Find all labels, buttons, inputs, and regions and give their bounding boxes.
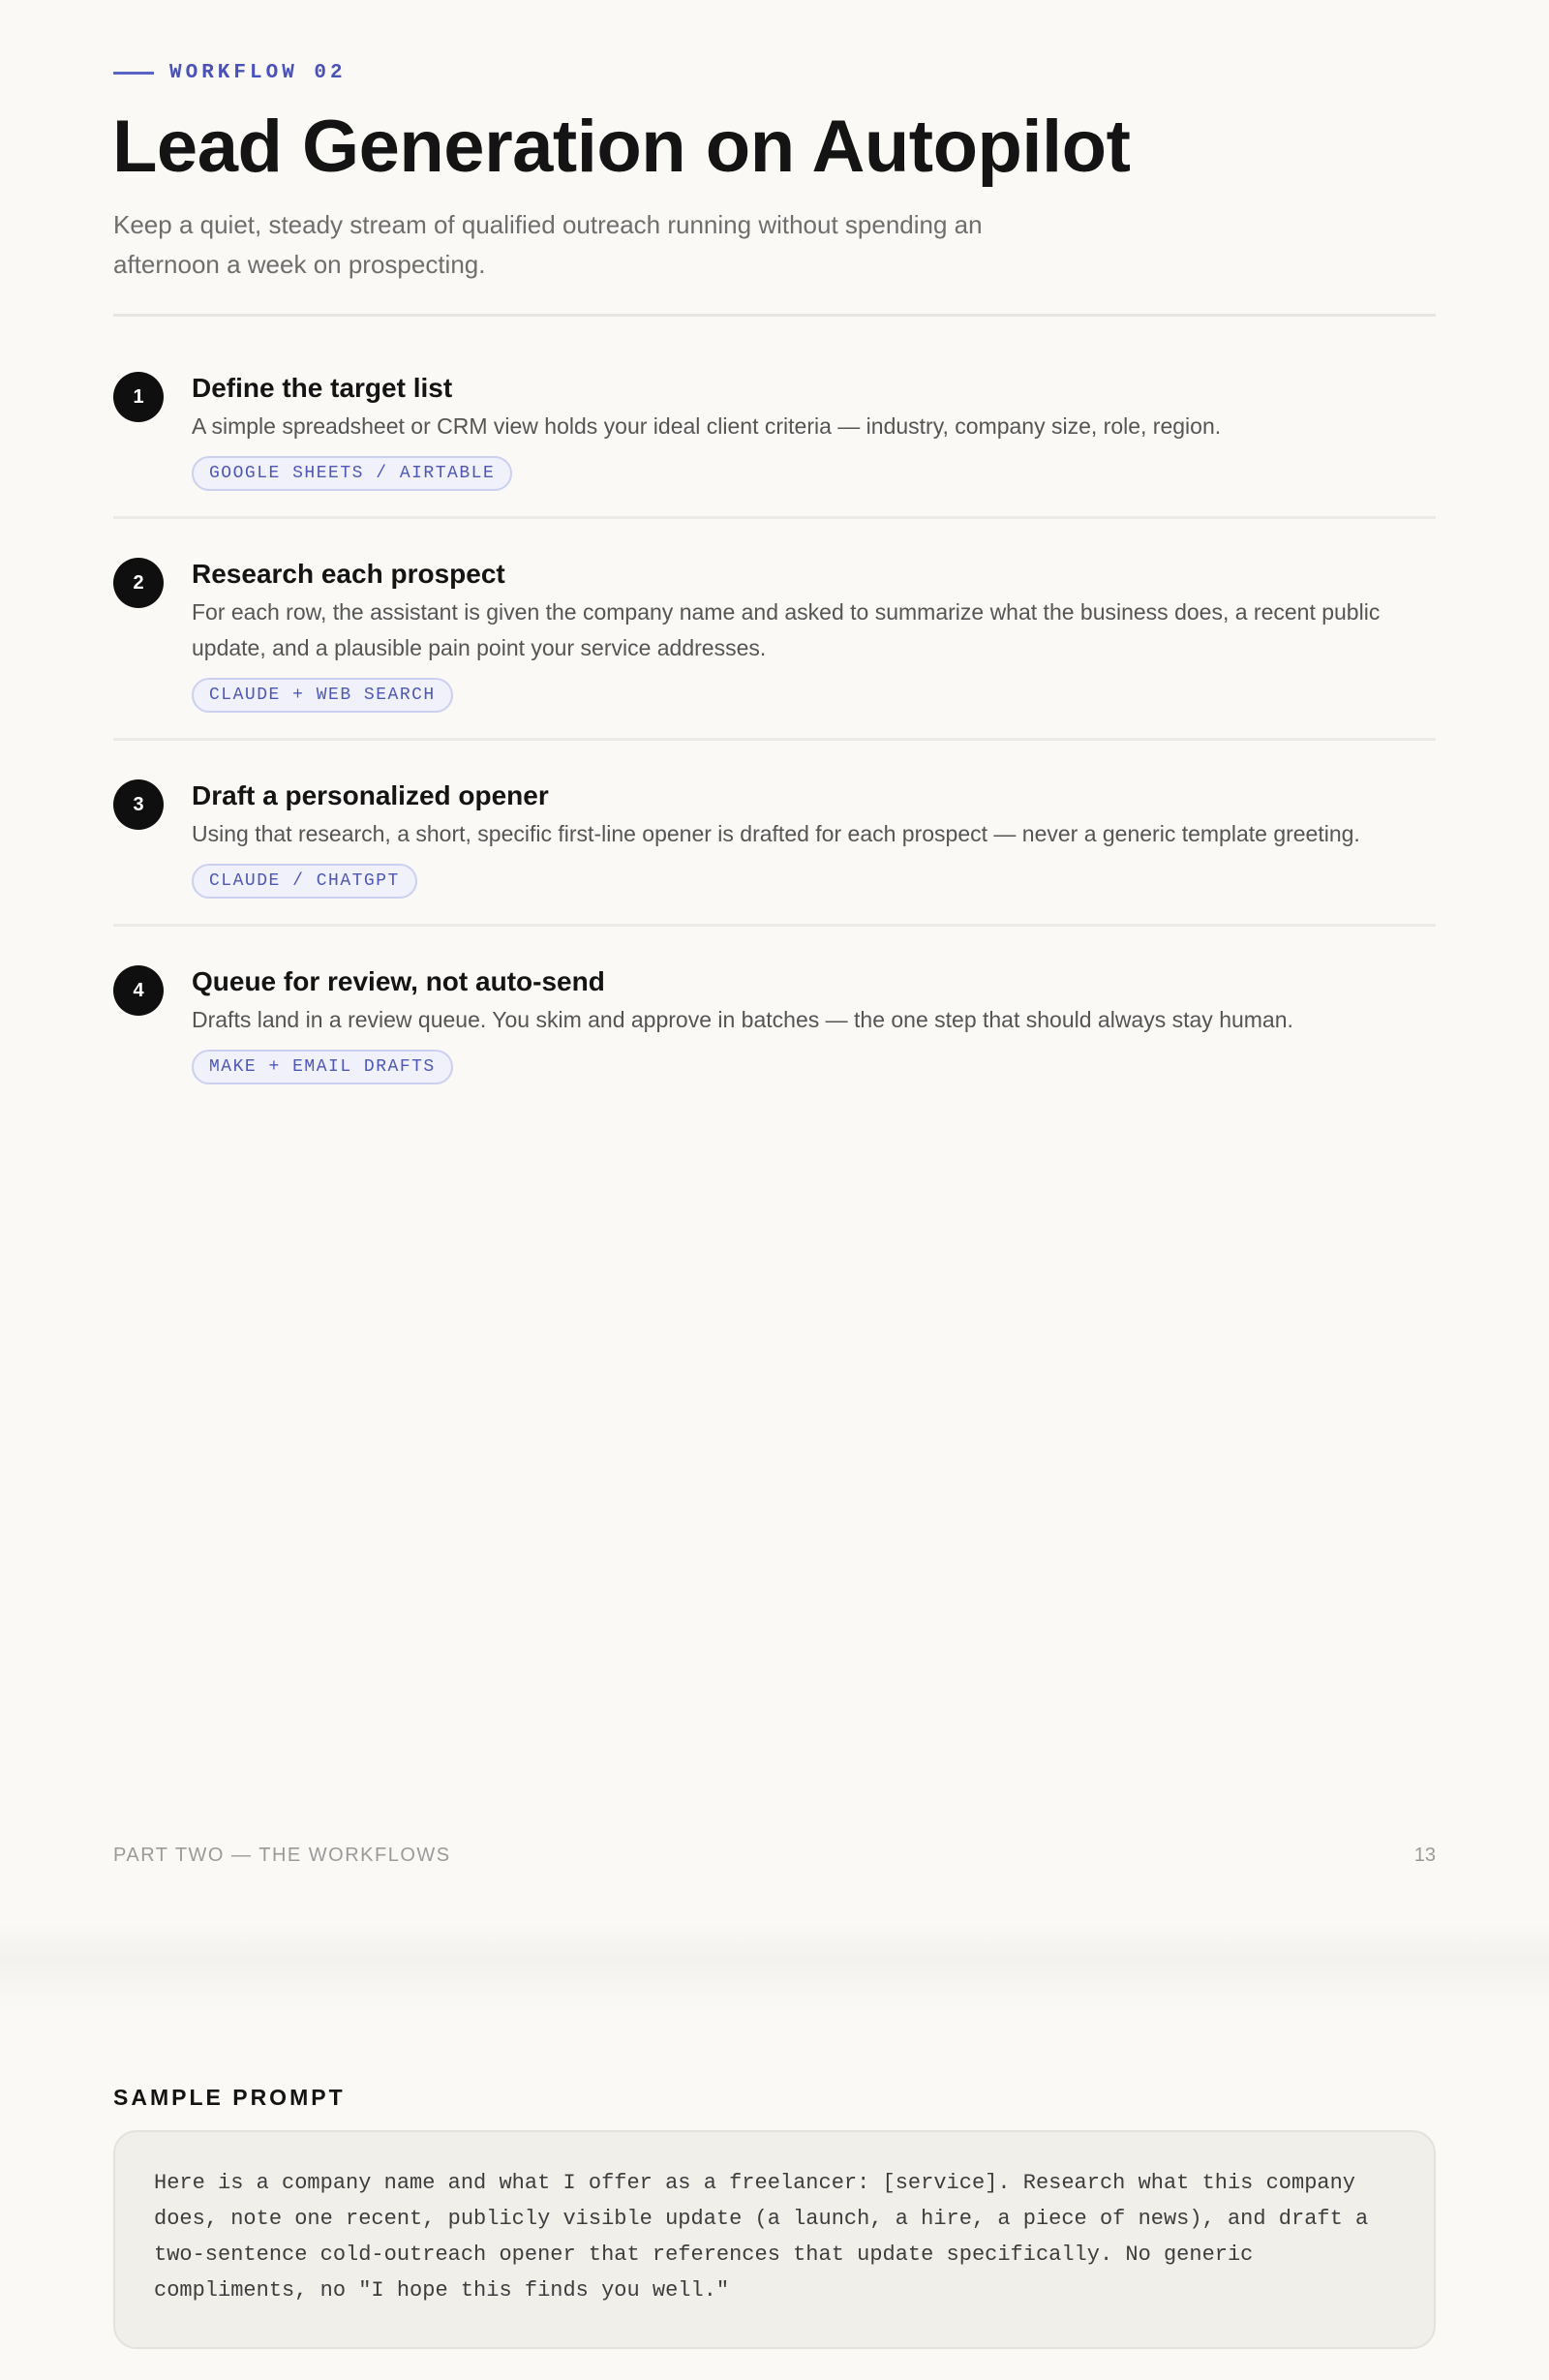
workflow-step (113, 952, 1436, 1110)
step-description: For each row, the assistant is given the company name and asked to summarize what the business does, a recent public update, and a plausible pain point your service addresses. (192, 599, 1381, 660)
workflow-steps (113, 358, 1436, 1110)
step-number-badge: 1 (113, 372, 164, 422)
eyebrow-label: WORKFLOW 02 (169, 62, 347, 84)
page-subtitle: Keep a quiet, steady stream of qualified outreach running without spending an afternoon a week on prospecting. (113, 210, 983, 279)
header-divider (113, 314, 1436, 317)
step-number-badge: 3 (113, 779, 164, 830)
step-tool-tag: GOOGLE SHEETS / AIRTABLE (192, 456, 512, 491)
step-description: Drafts land in a review queue. You skim and approve in batches — the one step that should always stay human. (192, 1007, 1293, 1032)
step-tool-tag: CLAUDE / CHATGPT (192, 864, 417, 899)
workflow-eyebrow (113, 62, 347, 84)
step-title: Research each prospect (192, 559, 505, 589)
page-break (0, 1922, 1549, 2009)
step-tool-tag: CLAUDE + WEB SEARCH (192, 678, 453, 713)
step-title: Define the target list (192, 373, 453, 403)
workflow-step (113, 766, 1436, 927)
workflow-step (113, 544, 1436, 741)
step-title: Queue for review, not auto-send (192, 966, 605, 996)
workflow-step (113, 358, 1436, 519)
step-description: Using that research, a short, specific first-line opener is drafted for each prospect — never a generic template greeting. (192, 821, 1360, 846)
step-number-badge: 4 (113, 965, 164, 1016)
footer-section-label: PART TWO — THE WORKFLOWS (113, 1845, 451, 1866)
footer-page-number: 13 (1413, 1845, 1436, 1866)
step-number-badge: 2 (113, 558, 164, 608)
sample-prompt-heading: SAMPLE PROMPT (113, 2085, 346, 2110)
step-description: A simple spreadsheet or CRM view holds your ideal client criteria — industry, company size, role, region. (192, 413, 1222, 439)
sample-prompt-box (113, 2130, 1436, 2349)
eyebrow-accent-rule (113, 72, 154, 75)
page-title: Lead Generation on Autopilot (112, 106, 1131, 188)
step-title: Draft a personalized opener (192, 780, 549, 810)
step-tool-tag: MAKE + EMAIL DRAFTS (192, 1050, 453, 1084)
sample-prompt-text: Here is a company name and what I offer as a freelancer: [service]. Research what this company does, note one recent, publicly visible update (a launch, a hire, a piece of news), and draft a two-sentence cold-outreach opener that references that update specifically. No generic compliments, no "I hope this finds you well." (154, 2171, 1369, 2303)
